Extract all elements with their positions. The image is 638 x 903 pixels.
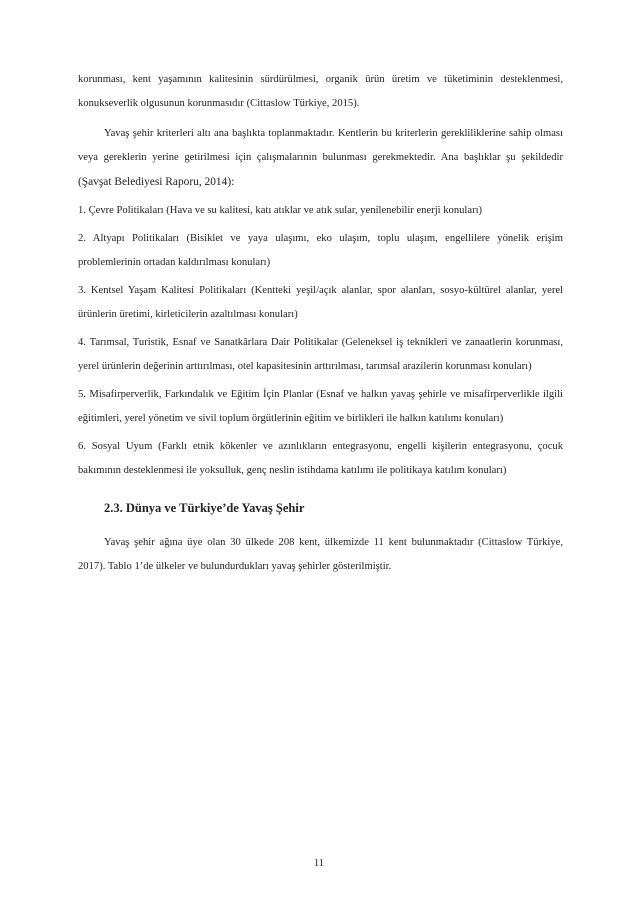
criteria-citation: (Şavşat Belediyesi Raporu, 2014): — [78, 176, 235, 188]
list-item-1: 1. Çevre Politikaları (Hava ve su kalitesi, katı atıklar ve atık sular, yenilenebilir enerji konuları) — [78, 205, 483, 216]
criteria-text: Yavaş şehir kriterleri altı ana başlıkta toplanmaktadır. Kentlerin bu kriterlerin gerekliliklerine sahip olması veya gereklerin yerine getirilmesi için çalışmalarının bulunması gerekmektedir. Ana başlıklar şu şekildedir — [78, 128, 563, 163]
list-item-5: 5. Misafirperverlik, Farkındalık ve Eğitim İçin Planlar (Esnaf ve halkın yavaş şehirle ve misafirperverlikle ilgili eğitimleri, yerel yönetim ve sivil toplum örgütlerinin eğitim ve birlikleri ile halkın katılımı konuları) — [78, 389, 563, 424]
list-item-4: 4. Tarımsal, Turistik, Esnaf ve Sanatkârlara Dair Politikalar (Geleneksel iş teknikleri ve zanaatlerin korunması, yerel ürünlerin değerinin arttırılması, otel kapasitesinin arttırılması, tarımsal arazilerin korunması konuları) — [78, 337, 563, 372]
section-paragraph: Yavaş şehir ağına üye olan 30 ülkede 208 kent, ülkemizde 11 kent bulunmaktadır (Cittaslow Türkiye, 2017). Tablo 1’de ülkeler ve bulundurdukları yavaş şehirler gösterilmiştir. — [78, 537, 563, 572]
list-item-2: 2. Altyapı Politikaları (Bisiklet ve yaya ulaşımı, eko ulaşım, toplu ulaşım, engellilere yönelik erişim problemlerinin ortadan kaldırılması konuları) — [78, 233, 563, 268]
list-item-6: 6. Sosyal Uyum (Farklı etnik kökenler ve azınlıkların entegrasyonu, engelli kişilerin entegrasyonu, çocuk bakımının desteklenmesi ile yoksulluk, genç neslin istihdama katılımı ile politikaya katılım konuları) — [78, 441, 563, 476]
intro-paragraph: korunması, kent yaşamının kalitesinin sürdürülmesi, organik ürün üretim ve tüketiminin desteklenmesi, konukseverlik olgusunun korunmasıdır (Cittaslow Türkiye, 2015). — [78, 74, 563, 109]
page-body — [78, 68, 563, 579]
criteria-paragraph — [78, 122, 563, 195]
page-number: 11 — [313, 858, 325, 869]
section-heading: 2.3. Dünya ve Türkiye’de Yavaş Şehir — [104, 501, 305, 515]
list-item-3: 3. Kentsel Yaşam Kalitesi Politikaları (Kentteki yeşil/açık alanlar, spor alanları, sosyo-kültürel alanlar, yerel ürünlerin üretimi, kirleticilerin azaltılması konuları) — [78, 285, 563, 320]
